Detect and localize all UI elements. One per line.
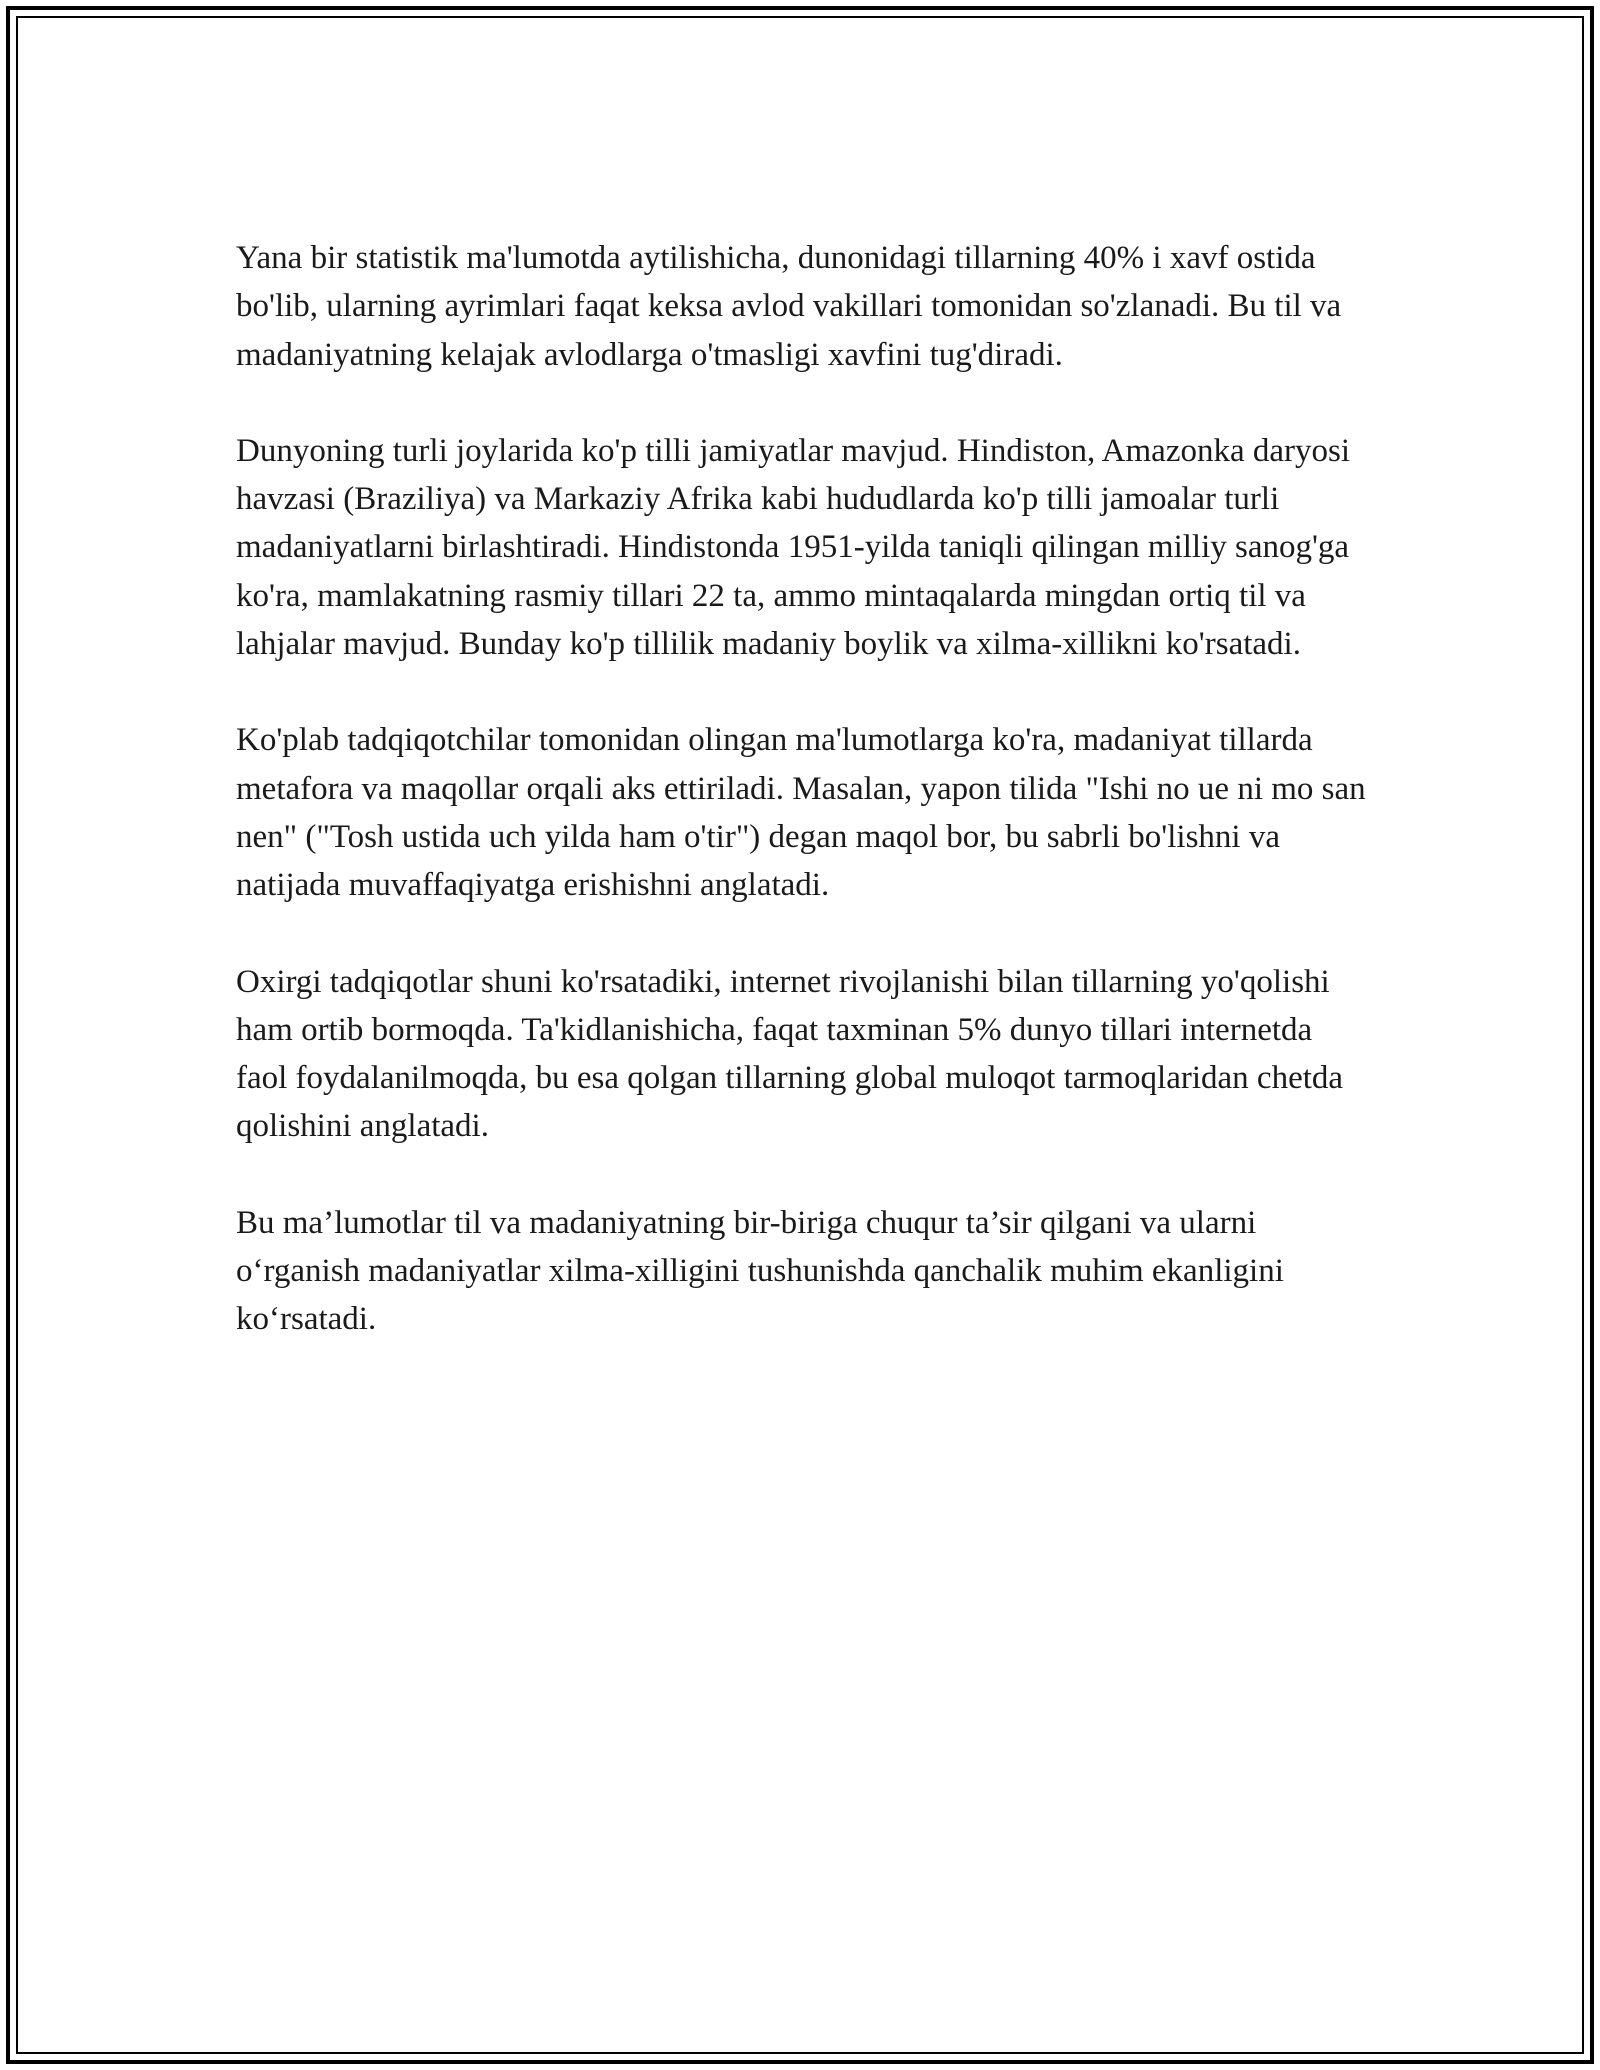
paragraph-metaphors-proverbs: Ko'plab tadqiqotchilar tomonidan olingan ma'lumotlarga ko'ra, madaniyat tillarda metafora va maqollar orqali aks ettiriladi. Masalan, yapon tilida "Ishi no ue ni mo san nen" ("Tosh ustida uch yilda ham o'tir") degan maqol bor, bu sabrli bo'lishni va natijada muvaffaqiyatga erishishni anglatadi. <box>236 722 1366 904</box>
paragraph-multilingual-societies: Dunyoning turli joylarida ko'p tilli jamiyatlar mavjud. Hindiston, Amazonka daryosi havzasi (Braziliya) va Markaziy Afrika kabi hududlarda ko'p tilli jamoalar turli madaniyatlarni birlashtiradi. Hindistonda 1951-yilda taniqli qilingan milliy sanog'ga ko'ra, mamlakatning rasmiy tillari 22 ta, ammo mintaqalarda mingdan ortiq til va lahjalar mavjud. Bunday ko'p tillilik madaniy boylik va xilma-xillikni ko'rsatadi. <box>236 432 1351 663</box>
paragraph-conclusion: Bu ma’lumotlar til va madaniyatning bir-biriga chuqur ta’sir qilgani va ularni o‘rganish madaniyatlar xilma-xilligini tushunishda qanchalik muhim ekanligini ko‘rsatadi. <box>236 1204 1284 1338</box>
paragraph-endangered-languages: Yana bir statistik ma'lumotda aytilishicha, dunonidagi tillarning 40% i xavf ostida bo'lib, ularning ayrimlari faqat keksa avlod vakillari tomonidan so'zlanadi. Bu til va madaniyatning kelajak avlodlarga o'tmasligi xavfini tug'diradi. <box>236 240 1342 373</box>
paragraph-internet-languages: Oxirgi tadqiqotlar shuni ko'rsatadiki, internet rivojlanishi bilan tillarning yo'qolishi ham ortib bormoqda. Ta'kidlanishicha, faqat taxminan 5% dunyo tillari internetda faol foydalanilmoqda, bu esa qolgan tillarning global muloqot tarmoqlaridan chetda qolishini anglatadi. <box>236 963 1344 1145</box>
document-body <box>236 234 1366 1392</box>
